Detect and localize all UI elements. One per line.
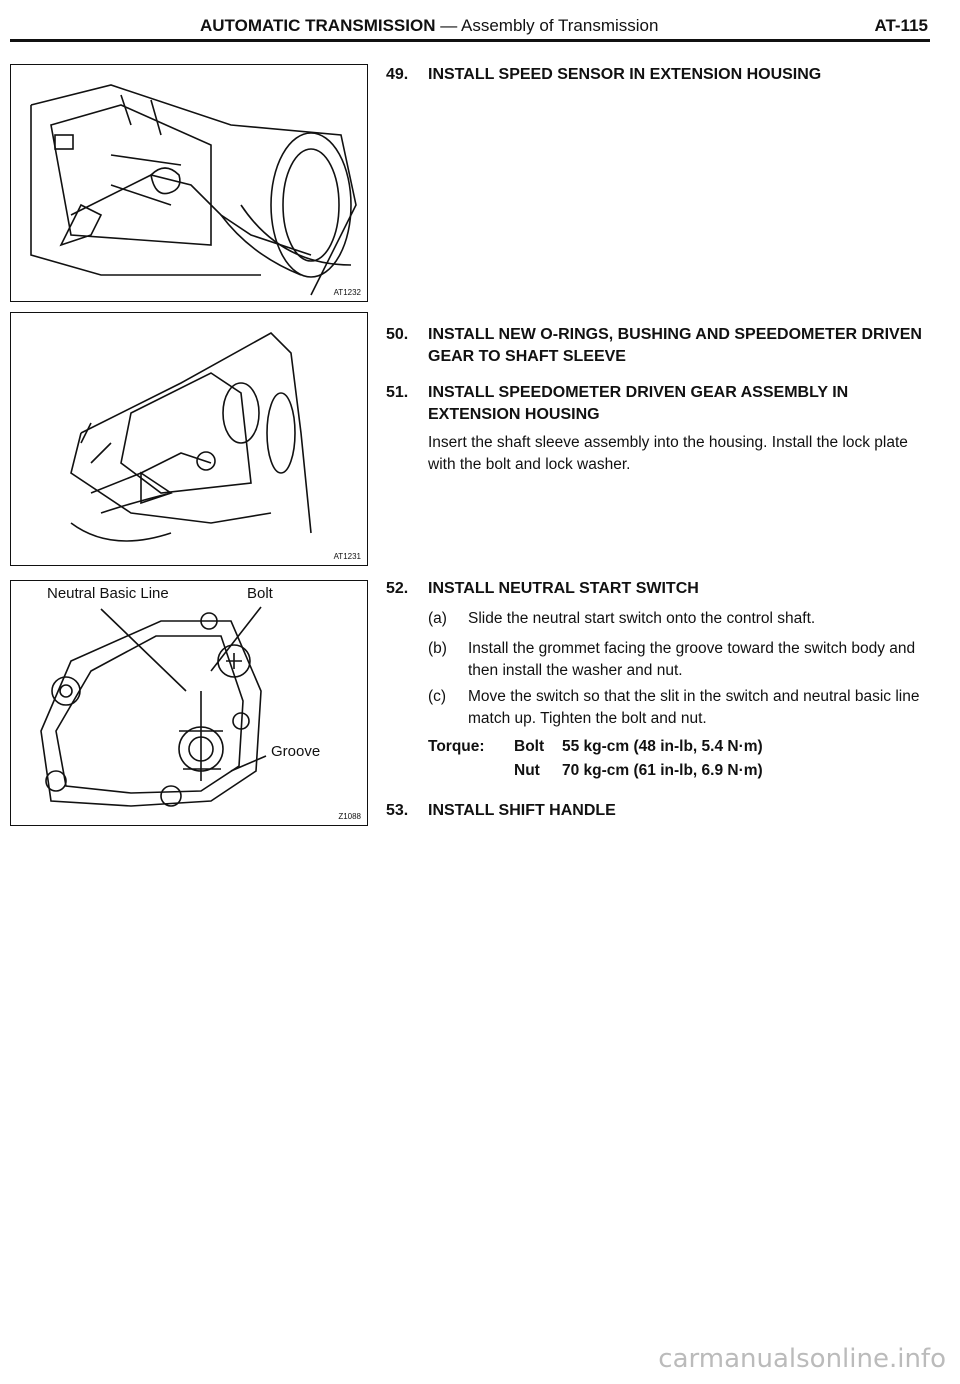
header-rule bbox=[10, 39, 930, 42]
figure-neutral-start-switch bbox=[10, 580, 368, 826]
substep-text: Install the grommet facing the groove toward the switch body and then install the washer and nut. bbox=[468, 640, 916, 679]
substep-marker: (c) bbox=[428, 688, 447, 705]
torque-item: Bolt bbox=[514, 738, 545, 755]
substep-text: Move the switch so that the slit in the switch and neutral basic line match up. Tighten the bolt and nut. bbox=[468, 688, 920, 727]
substep-marker: (b) bbox=[428, 640, 447, 657]
step-title: INSTALL SHIFT HANDLE bbox=[428, 802, 616, 819]
figure-speed-sensor bbox=[10, 64, 368, 302]
figure-code: AT1231 bbox=[333, 552, 361, 561]
torque-spec bbox=[428, 736, 928, 784]
step-number: 51. bbox=[386, 384, 409, 401]
step-title: INSTALL NEW O-RINGS, BUSHING AND SPEEDOMETER DRIVEN GEAR TO SHAFT SLEEVE bbox=[428, 326, 922, 365]
step-title: INSTALL SPEED SENSOR IN EXTENSION HOUSING bbox=[428, 66, 822, 83]
header-title: AUTOMATIC TRANSMISSION — Assembly of Transmission bbox=[200, 16, 659, 35]
figure-code: Z1088 bbox=[338, 812, 361, 821]
step-title: INSTALL NEUTRAL START SWITCH bbox=[428, 580, 699, 597]
step-number: 49. bbox=[386, 66, 409, 83]
step-title: INSTALL SPEEDOMETER DRIVEN GEAR ASSEMBLY IN EXTENSION HOUSING bbox=[428, 384, 849, 423]
neutral-switch-illustration bbox=[11, 581, 367, 825]
step-51-body: Insert the shaft sleeve assembly into the housing. Install the lock plate with the bolt and lock washer. bbox=[428, 434, 908, 473]
torque-item: Nut bbox=[514, 762, 540, 779]
speedometer-gear-illustration bbox=[11, 313, 367, 565]
label-bolt: Bolt bbox=[247, 585, 273, 602]
substep-text: Slide the neutral start switch onto the control shaft. bbox=[468, 610, 816, 627]
label-neutral-basic-line: Neutral Basic Line bbox=[47, 585, 169, 602]
step-number: 50. bbox=[386, 326, 409, 343]
torque-label: Torque: bbox=[428, 738, 485, 755]
torque-value: 55 kg-cm (48 in-lb, 5.4 N·m) bbox=[562, 738, 763, 755]
substep-marker: (a) bbox=[428, 610, 447, 627]
torque-value: 70 kg-cm (61 in-lb, 6.9 N·m) bbox=[562, 762, 763, 779]
step-number: 53. bbox=[386, 802, 409, 819]
page-header bbox=[200, 14, 928, 38]
step-number: 52. bbox=[386, 580, 409, 597]
label-groove: Groove bbox=[271, 743, 321, 760]
watermark: carmanualsonline.info bbox=[658, 1344, 946, 1374]
figure-speedometer-gear bbox=[10, 312, 368, 566]
page-number: AT-115 bbox=[874, 16, 928, 35]
figure-code: AT1232 bbox=[333, 288, 361, 297]
speed-sensor-illustration bbox=[11, 65, 367, 301]
